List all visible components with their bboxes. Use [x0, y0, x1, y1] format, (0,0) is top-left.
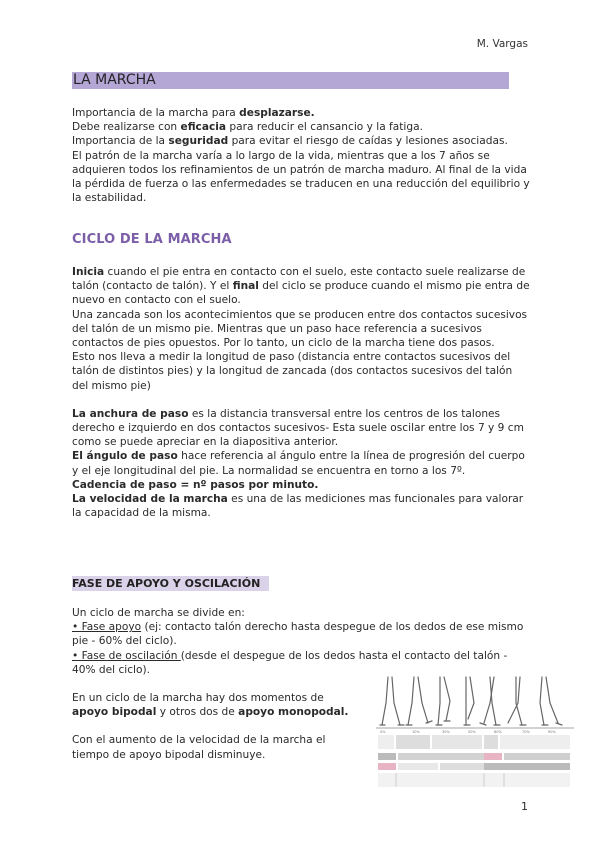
leg-figure-3: [436, 677, 450, 725]
paragraph: Importancia de la seguridad para evitar el riesgo de caídas y lesiones asociadas.: [72, 135, 508, 148]
section-title-fase-apoyo: FASE DE APOYO Y OSCILACIÓN: [72, 576, 269, 591]
leg-figure-5: [480, 677, 500, 725]
svg-text:0%: 0%: [380, 730, 386, 734]
list-item: • Fase apoyo (ej: contacto talón derecho hasta despegue de los dedos de ese mismo pie - 60% del ciclo).: [72, 621, 524, 648]
section-title-ciclo: CICLO DE LA MARCHA: [72, 232, 232, 247]
section-ciclo-body: [72, 265, 530, 520]
paragraph: En un ciclo de la marcha hay dos momentos de apoyo bipodal y otros dos de apoyo monopodal.: [72, 692, 349, 719]
paragraph: Importancia de la marcha para desplazarse.: [72, 107, 315, 119]
list-item: • Fase de oscilación (desde el despegue de los dedos hasta el contacto del talón - 40% del ciclo).: [72, 649, 508, 676]
leg-figure-4: [464, 677, 474, 725]
paragraph: La anchura de paso es la distancia transversal entre los centros de los talones derecho e izquierdo en dos contactos sucesivos- Esta suele oscilar entre los 7 y 9 cm como se puede apreciar en la diapositiva anterior.: [72, 407, 524, 449]
section-fase-body: [72, 606, 530, 677]
paragraph: El ángulo de paso hace referencia al ángulo entre la línea de progresión del cuerpo y el eje longitudinal del pie. La normalidad se encuentra en torno a los 7º.: [72, 450, 525, 477]
paragraph: Inicia cuando el pie entra en contacto con el suelo, este contacto suele realizarse de talón (contacto de talón). Y el final del ciclo se produce cuando el mismo pie entra de nuevo en contacto con el suelo.: [72, 266, 530, 307]
leg-figure-1: [380, 677, 404, 725]
section-la-marcha-body: [72, 106, 530, 205]
paragraph: El patrón de la marcha varía a lo largo de la vida, mientras que a los 7 años se adquieren todos los refinamientos de un patrón de marcha maduro. Al final de la vida la pérdida de fuerza o las enfermedades se traducen en una reducción del equilibrio y la estabilidad.: [72, 149, 530, 205]
paragraph: Con el aumento de la velocidad de la marcha el tiempo de apoyo bipodal disminuye.: [72, 734, 326, 761]
paragraph: Cadencia de paso = nº pasos por minuto.: [72, 478, 319, 491]
svg-text:90%: 90%: [548, 730, 556, 734]
leg-figure-6: [508, 677, 526, 725]
svg-text:10%: 10%: [412, 730, 420, 734]
svg-text:70%: 70%: [522, 730, 530, 734]
section-title-la-marcha: LA MARCHA: [72, 72, 509, 89]
section-fase-body-2: [72, 691, 362, 762]
paragraph: Una zancada son los acontecimientos que se producen entre dos contactos sucesivos del talón de un mismo pie. Mientras que un paso hace referencia a sucesivos contactos de pies opuestos. Por lo tanto, un ciclo de la marcha tiene dos pasos.: [72, 308, 528, 350]
paragraph: Debe realizarse con eficacia para reducir el cansancio y la fatiga.: [72, 121, 423, 134]
paragraph: Un ciclo de marcha se divide en:: [72, 607, 245, 619]
svg-text:30%: 30%: [442, 730, 450, 734]
gait-cycle-figure: [376, 673, 574, 790]
svg-text:50%: 50%: [468, 730, 476, 734]
paragraph: Esto nos lleva a medir la longitud de paso (distancia entre contactos sucesivos del talón de distintos pies) y la longitud de zancada (dos contactos sucesivos del talón del mismo pie): [72, 351, 513, 392]
leg-figure-2: [406, 677, 432, 725]
author-name: M. Vargas: [476, 38, 528, 50]
svg-text:60%: 60%: [494, 730, 502, 734]
paragraph: La velocidad de la marcha es una de las mediciones mas funcionales para valorar la capacidad de la misma.: [72, 493, 524, 520]
page-number: 1: [521, 800, 528, 813]
leg-figure-7: [540, 677, 562, 725]
